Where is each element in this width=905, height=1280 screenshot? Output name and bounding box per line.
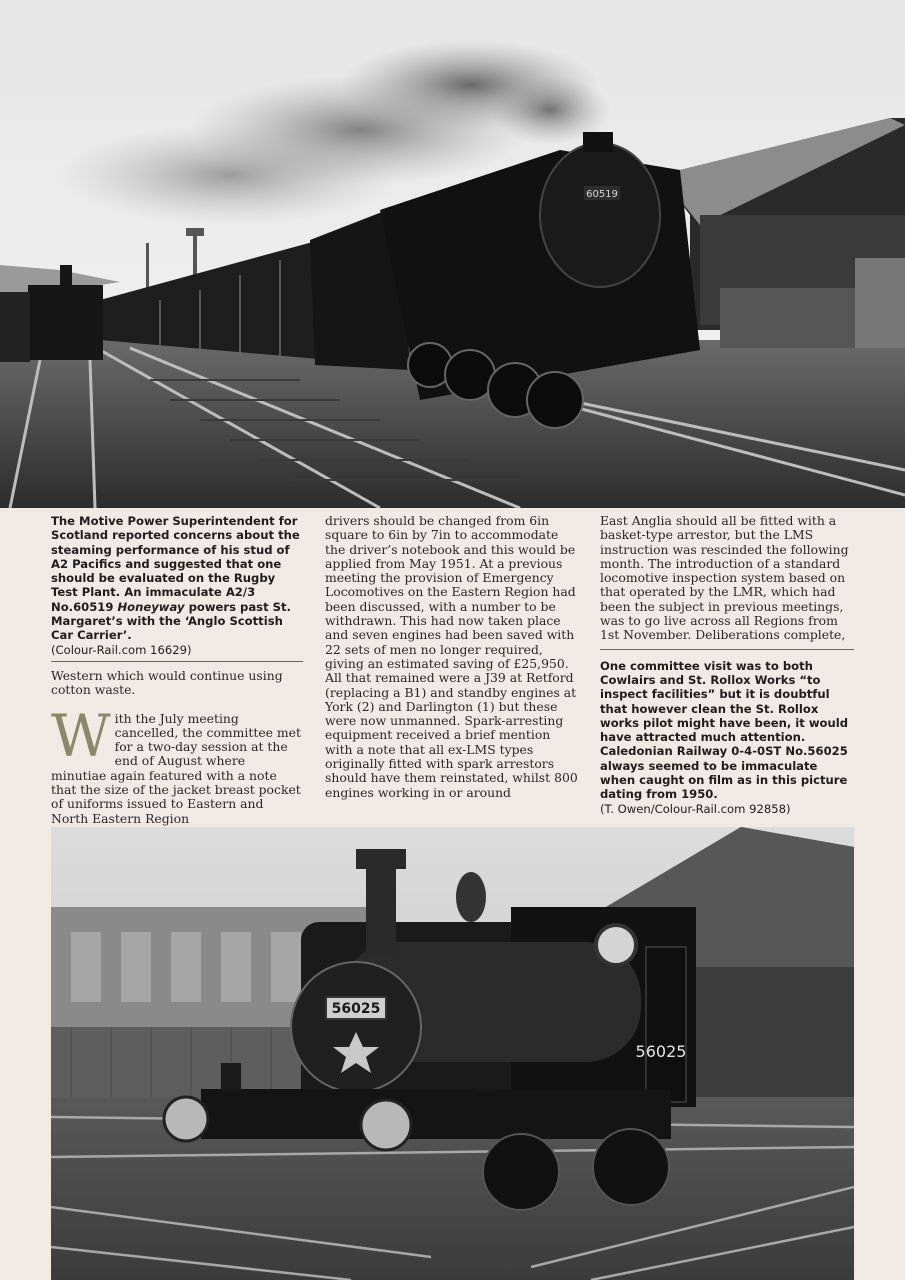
caption-credit: (Colour-Rail.com 16629) (51, 642, 192, 657)
caption-divider (51, 661, 303, 662)
caption-bold-text: One committee visit was to both Cowlairs and St. Rollox Works “to inspect facilities” but it is doubtful that however clean the St. Rollox works pilot might have been, it would have attracted much attention. Caledonian Railway 0-4-0ST No.56025 always seemed to be immaculate when caught on film as in this picture dating from 1950. (600, 658, 849, 802)
smokebox-number-plate: 56025 (331, 1001, 381, 1017)
caption-bold-text: The Motive Power Superintendent for Scotland reported concerns about the steaming performance of his stud of A2 Pacifics and suggested that one should be evaluated on the Rugby Test Plant. An immaculate A2/3 No.60519 (51, 514, 300, 614)
text-column-2 (325, 514, 579, 800)
body-paragraph-dropcap (51, 701, 303, 826)
top-photo-graphic (0, 0, 905, 508)
text-column-1 (51, 514, 303, 826)
smokebox-number: 60519 (586, 189, 618, 200)
body-paragraph: drivers should be changed from 6in square to 6in by 7in to accommodate the driver’s notebook and this would be applied from May 1951. At a previous meeting the provision of Emergency Locomotives on the Eastern Region had been discussed, with a number to be withdrawn. This had now taken place and seven engines had been saved with 22 sets of men no longer required, giving an estimated saving of £25,950. All that remained were a J39 at Retford (replacing a B1) and standby engines at York (2) and Darlington (1) but these were now unmanned. Spark-arresting equipment received a brief mention with a note that all ex-LMS types originally fitted with spark arrestors should have them reinstated, whilst 800 engines working in or around (325, 513, 578, 800)
dropcap-paragraph-text: ith the July meeting cancelled, the committee met for a two-day session at the end of August where minutiae again featured with a note that the size of the jacket breast pocket of uniforms issued to Eastern and North Eastern Region (51, 710, 301, 826)
body-paragraph: Western which would continue using cotton waste. (51, 667, 283, 698)
caption-bold-text-end: powers past St. Margaret’s with the ‘Anglo Scottish Car Carrier’. (51, 599, 291, 643)
caption-divider (600, 649, 854, 650)
bottom-photo (51, 827, 854, 1280)
bottom-photo-caption (600, 659, 854, 816)
text-column-3 (600, 514, 854, 816)
caption-credit: (T. Owen/Colour-Rail.com 92858) (600, 801, 791, 816)
top-photo-caption (51, 514, 303, 657)
cab-number: 56025 (635, 1042, 687, 1061)
body-paragraph: East Anglia should all be fitted with a basket-type arrestor, but the LMS instruction was rescinded the following month. The introduction of a standard locomotive inspection system based on that operated by the LMR, which had been the subject in previous meetings, was to go live across all Regions from 1st November. Deliberations complete, (600, 513, 849, 643)
caption-locomotive-name: Honeyway (117, 599, 185, 614)
bottom-photo-graphic (51, 827, 854, 1280)
drop-cap: W (51, 701, 111, 770)
top-photo (0, 0, 905, 508)
